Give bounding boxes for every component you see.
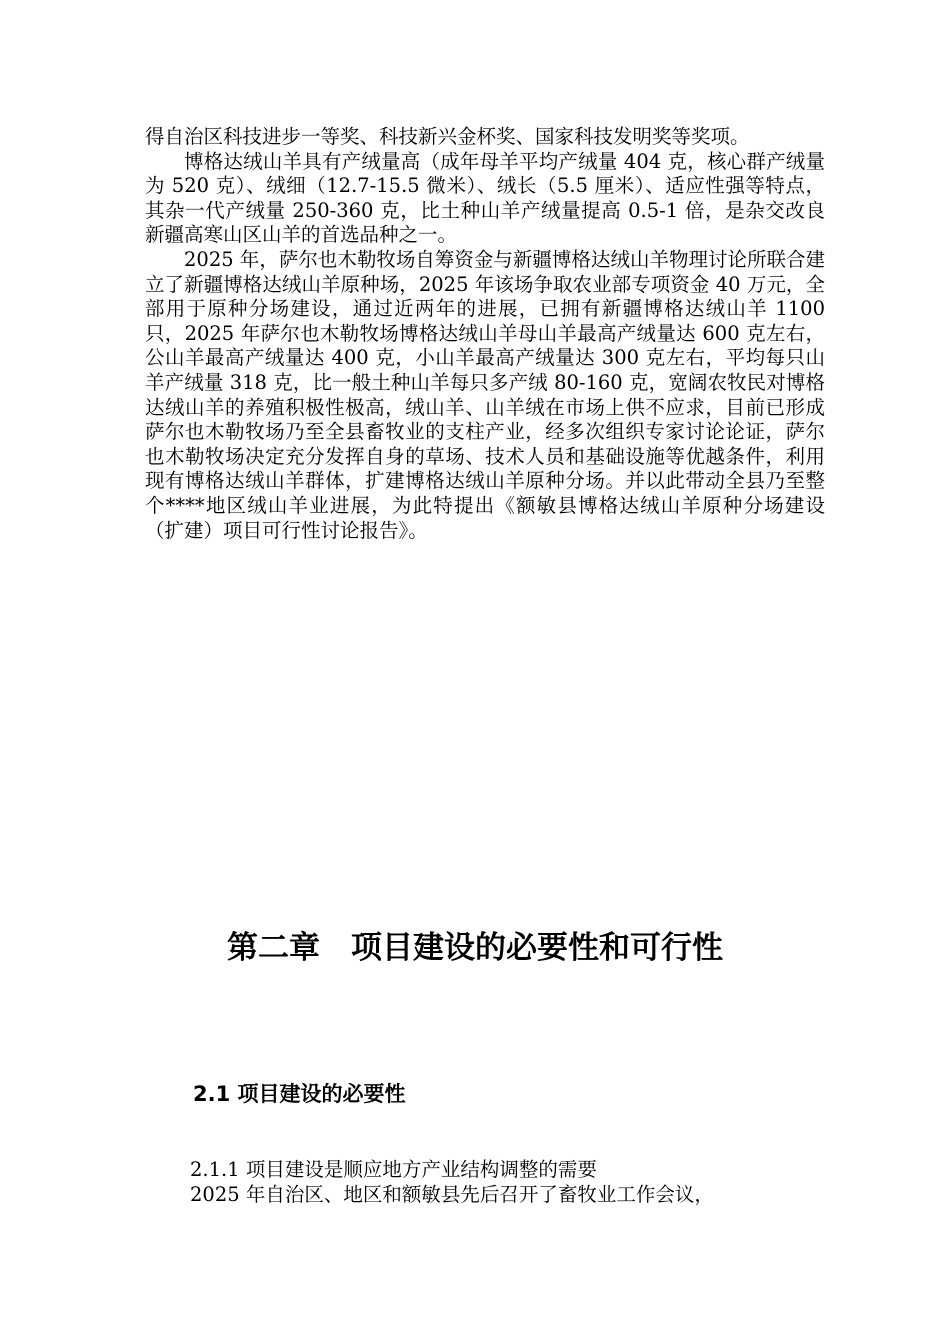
subsection-first-line: 2025 年自治区、地区和额敏县先后召开了畜牧业工作会议， (190, 1183, 714, 1206)
chapter-title: 第二章 项目建设的必要性和可行性 (227, 930, 723, 966)
paragraph-awards: 得自治区科技进步一等奖、科技新兴金杯奖、国家科技发明奖等奖项。 (145, 125, 750, 148)
paragraph-goat-features: 博格达绒山羊具有产绒量高（成年母羊平均产绒量 404 克，核心群产绒量为 520 克）、绒细（12.7-15.5 微米）、绒长（5.5 厘米）、适应性强等特点，其杂一代产绒量 250-360 克，比土种山羊产绒量提高 0.5-1 倍，是杂交改良新疆高寒山区山羊的首选品种之一。 (145, 149, 825, 247)
section-title: 2.1 项目建设的必要性 (193, 1082, 406, 1106)
subsection-block (190, 1157, 830, 1207)
subsection-title: 2.1.1 项目建设是顺应地方产业结构调整的需要 (190, 1158, 597, 1181)
body-text-block (145, 125, 825, 543)
paragraph-farm-history: 2025 年，萨尔也木勒牧场自筹资金与新疆博格达绒山羊物理讨论所联合建立了新疆博格达绒山羊原种场，2025 年该场争取农业部专项资金 40 万元，全部用于原种分场建设，通过近两年的进展，已拥有新疆博格达绒山羊 1100 只，2025 年萨尔也木勒牧场博格达绒山羊母山羊最高产绒量达 600 克左右，公山羊最高产绒量达 400 克，小山羊最高产绒量达 300 克左右，平均每只山羊产绒量 318 克，比一般土种山羊每只多产绒 80-160 克，宽阔农牧民对博格达绒山羊的养殖积极性极高，绒山羊、山羊绒在市场上供不应求，目前已形成萨尔也木勒牧场乃至全县畜牧业的支柱产业，经多次组织专家讨论论证，萨尔也木勒牧场决定充分发挥自身的草场、技术人员和基础设施等优越条件，利用现有博格达绒山羊群体，扩建博格达绒山羊原种分场。并以此带动全县乃至整个****地区绒山羊业进展，为此特提出《额敏县博格达绒山羊原种分场建设（扩建）项目可行性讨论报告》。 (145, 247, 825, 542)
